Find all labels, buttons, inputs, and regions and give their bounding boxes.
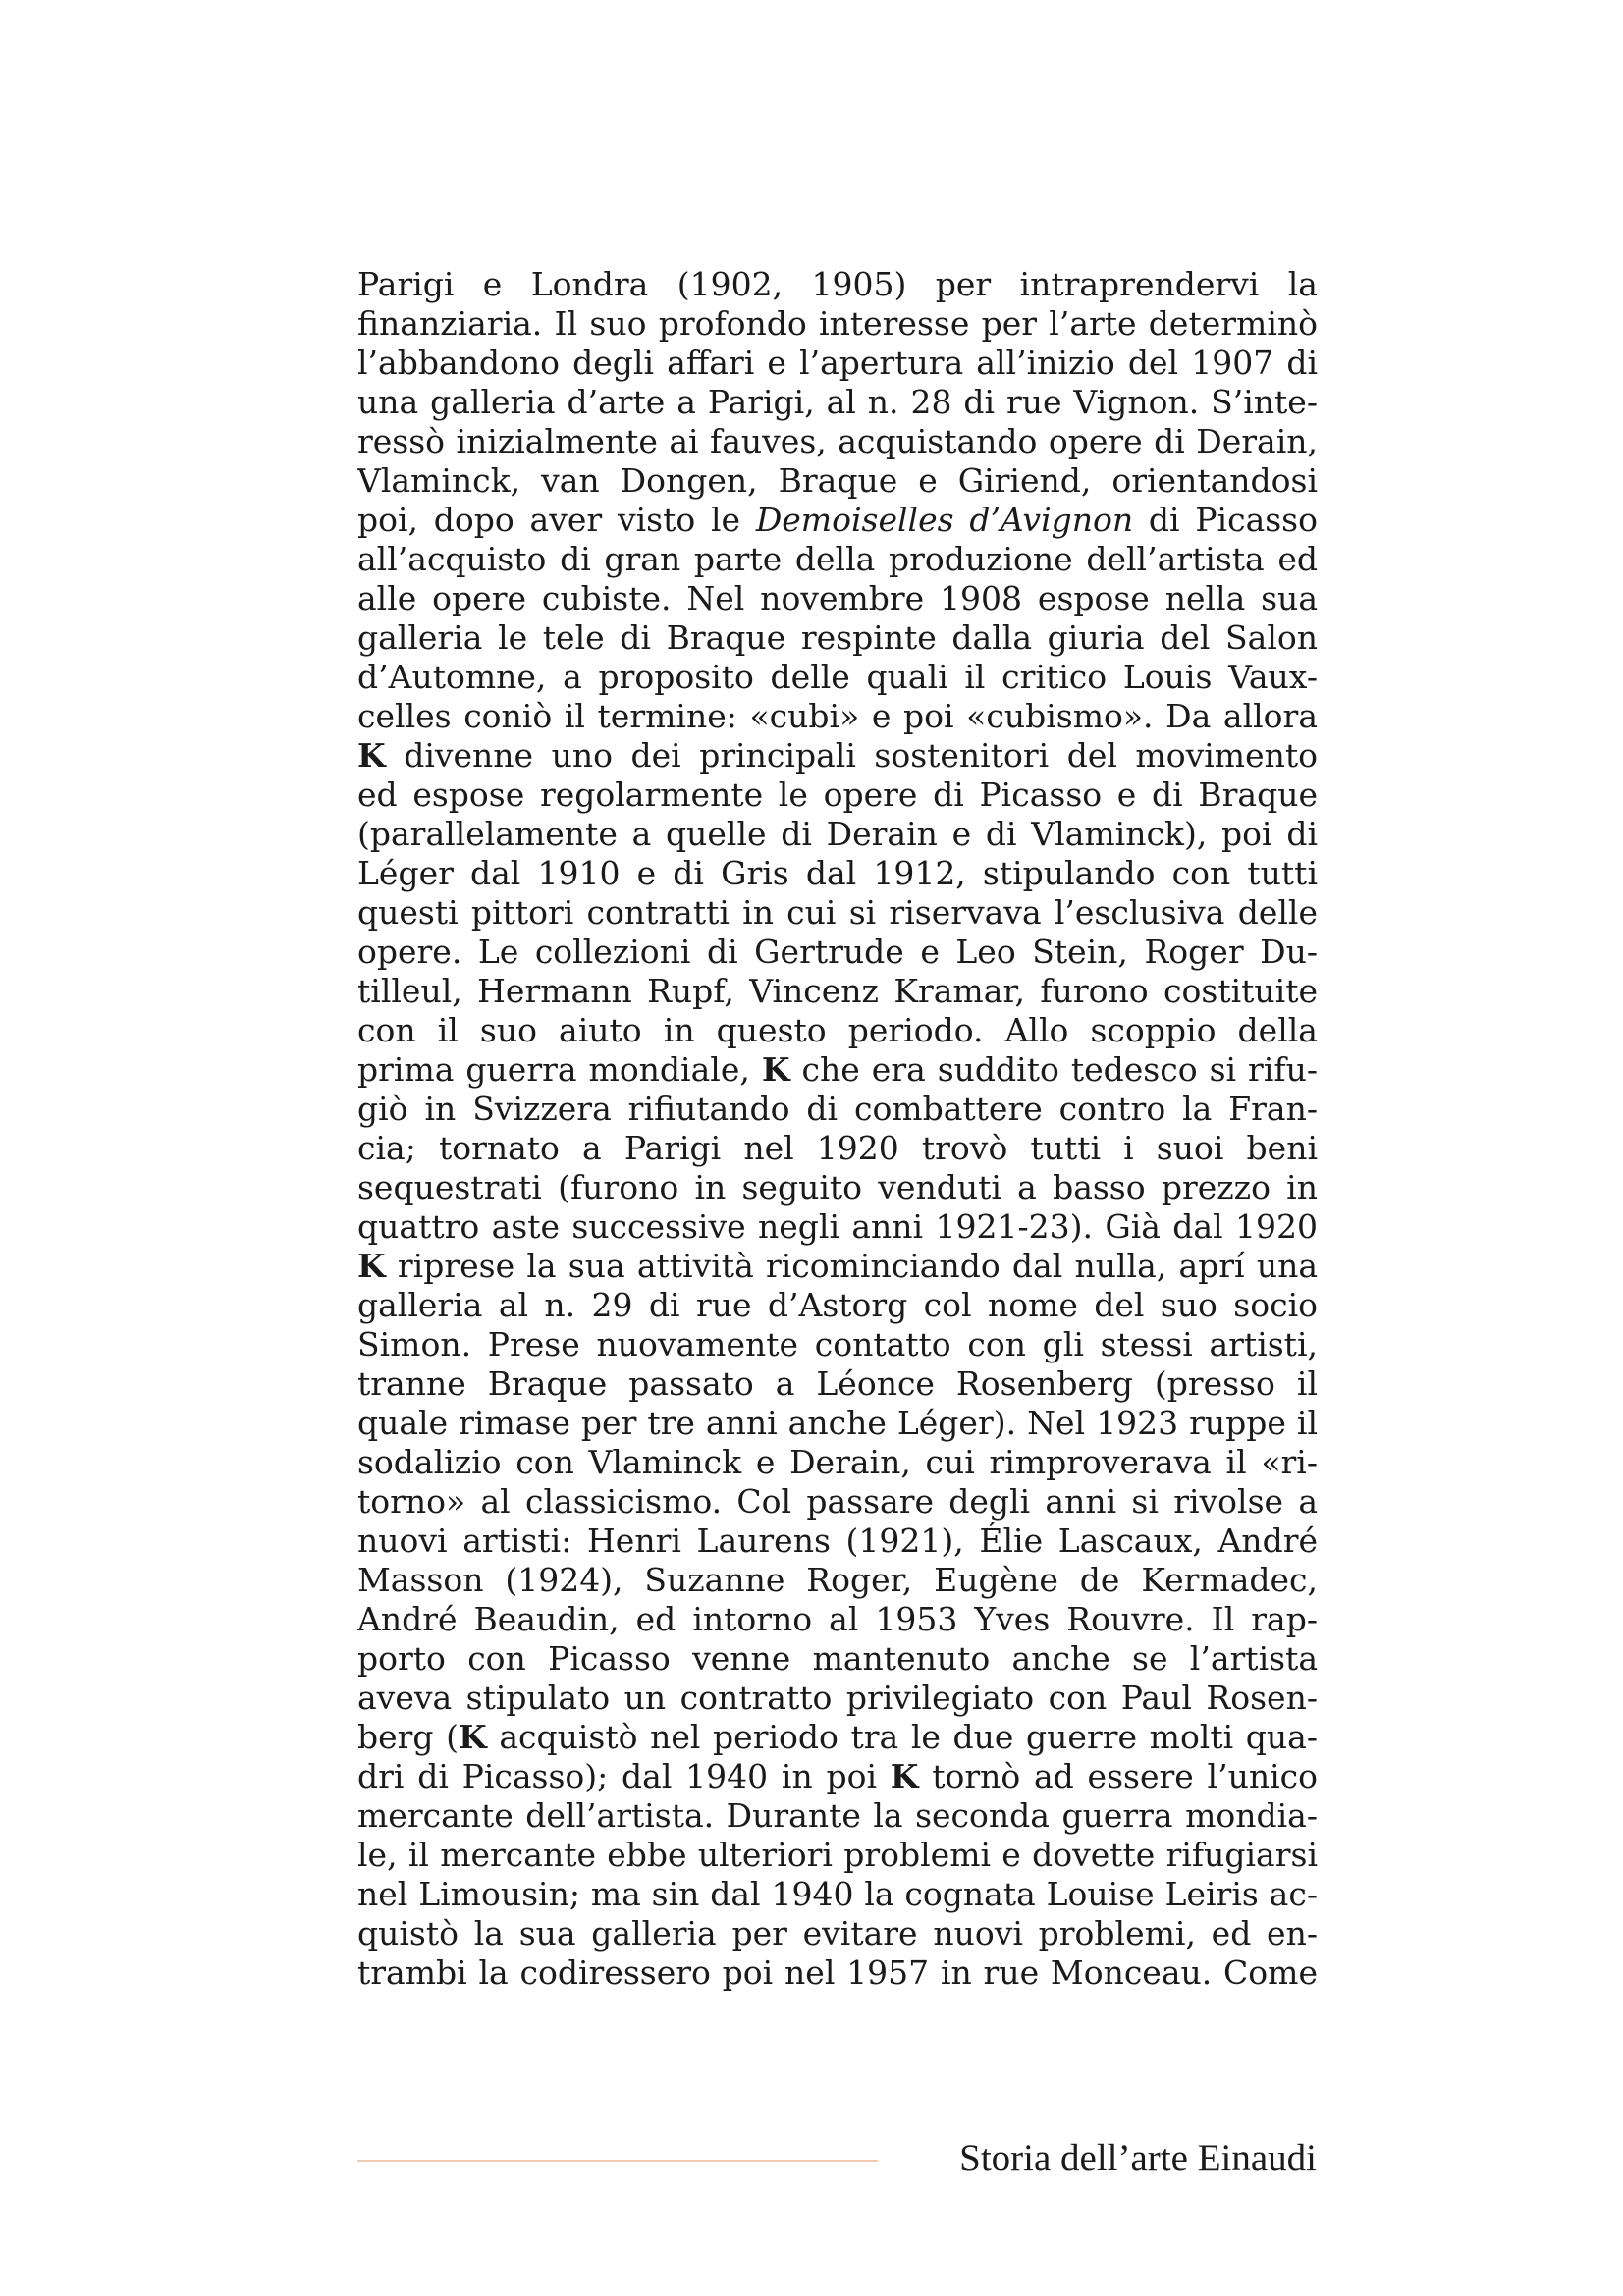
text-line-content <box>357 1639 1318 1679</box>
text-line-content <box>357 1953 1318 1993</box>
text-line <box>357 540 1318 579</box>
text-run: torno» al classicismo. Col passare degli anni si rivolse a <box>357 1482 1318 1521</box>
text-line-content <box>357 1364 1318 1404</box>
text-line <box>357 1561 1318 1600</box>
text-line-content <box>357 1207 1318 1247</box>
text-line <box>357 893 1318 933</box>
text-line-content <box>357 1050 1318 1090</box>
text-run: André Beaudin, ed intorno al 1953 Yves Rouvre. Il rap- <box>357 1600 1318 1638</box>
text-run: tranne Braque passato a Léonce Rosenberg (presso il <box>357 1364 1318 1403</box>
text-line <box>357 344 1318 383</box>
text-run: quistò la sua galleria per evitare nuovi problemi, ed en- <box>357 1914 1318 1952</box>
text-line <box>357 933 1318 972</box>
text-run: nel Limousin; ma sin dal 1940 la cognata Louise Leiris ac- <box>357 1875 1318 1913</box>
text-line <box>357 1404 1318 1443</box>
text-line <box>357 1639 1318 1679</box>
text-line-content <box>357 1600 1318 1639</box>
text-line <box>357 1757 1318 1796</box>
text-line-content <box>357 933 1318 972</box>
text-run: giò in Svizzera rifiutando di combattere contro la Fran- <box>357 1090 1318 1128</box>
bold-initial: K <box>459 1718 487 1756</box>
text-line <box>357 304 1318 344</box>
text-line-content <box>357 1011 1318 1050</box>
text-line-content <box>357 1522 1318 1561</box>
text-line-content <box>357 618 1318 658</box>
text-line <box>357 1207 1318 1247</box>
text-line-content <box>357 697 1318 736</box>
text-line-content <box>357 1875 1318 1914</box>
text-run: l’abbandono degli affari e l’apertura all’inizio del 1907 di <box>357 344 1318 382</box>
text-line <box>357 1247 1318 1286</box>
text-run: questi pittori contratti in cui si riservava l’esclusiva delle <box>357 893 1318 932</box>
text-line-content <box>357 501 1318 540</box>
bold-initial: K <box>761 1050 790 1089</box>
text-line-content <box>357 1757 1318 1796</box>
text-run: d’Automne, a proposito delle quali il critico Louis Vaux- <box>357 658 1318 696</box>
text-run: finanziaria. Il suo profondo interesse per l’arte determinò <box>357 304 1318 343</box>
text-line <box>357 1129 1318 1168</box>
text-run: quale rimase per tre anni anche Léger). Nel 1923 ruppe il <box>357 1404 1318 1442</box>
text-line-content <box>357 1247 1318 1286</box>
text-run: ressò inizialmente ai fauves, acquistando opere di Derain, <box>357 422 1318 460</box>
text-line-content <box>357 1168 1318 1207</box>
text-line <box>357 1796 1318 1836</box>
text-run: porto con Picasso venne mantenuto anche se l’artista <box>357 1639 1318 1678</box>
text-line-content <box>357 893 1318 933</box>
text-line-content <box>357 854 1318 893</box>
text-line-content <box>357 1325 1318 1364</box>
text-line <box>357 736 1318 775</box>
text-run: con il suo aiuto in questo periodo. Allo scoppio della <box>357 1011 1318 1049</box>
text-line-content <box>357 461 1318 501</box>
text-line-content <box>357 736 1318 775</box>
text-line-content <box>357 1836 1318 1875</box>
text-run: le, il mercante ebbe ulteriori problemi e dovette rifugiarsi <box>357 1836 1318 1874</box>
text-run: sodalizio con Vlaminck e Derain, cui rimproverava il «ri- <box>357 1443 1318 1481</box>
text-line-content <box>357 815 1318 854</box>
text-line-content <box>357 775 1318 815</box>
text-line-content <box>357 265 1318 304</box>
text-run: mercante dell’artista. Durante la seconda guerra mondia- <box>357 1796 1318 1835</box>
text-line <box>357 383 1318 422</box>
text-line <box>357 815 1318 854</box>
text-line-content <box>357 1796 1318 1836</box>
text-run: Vlaminck, van Dongen, Braque e Giriend, orientandosi <box>357 461 1318 500</box>
text-line-content <box>357 1090 1318 1129</box>
text-line-content <box>357 304 1318 344</box>
text-run: (parallelamente a quelle di Derain e di Vlaminck), poi di <box>357 815 1318 853</box>
text-run: prima guerra mondiale, <box>357 1050 762 1089</box>
text-line-content <box>357 1561 1318 1600</box>
text-run: celles coniò il termine: «cubi» e poi «cubismo». Da allora <box>357 697 1318 735</box>
bold-initial: K <box>357 736 386 774</box>
text-run: sequestrati (furono in seguito venduti a basso prezzo in <box>357 1168 1318 1206</box>
text-line <box>357 658 1318 697</box>
text-line <box>357 1050 1318 1090</box>
bold-initial: K <box>357 1247 386 1285</box>
text-line-content <box>357 579 1318 618</box>
italic-title: Demoiselles d’Avignon <box>755 501 1134 539</box>
text-run: alle opere cubiste. Nel novembre 1908 espose nella sua <box>357 579 1318 617</box>
text-run: all’acquisto di gran parte della produzione dell’artista ed <box>357 540 1318 578</box>
footer-rule <box>357 2160 878 2162</box>
text-line <box>357 1953 1318 1993</box>
text-line <box>357 1679 1318 1718</box>
text-line <box>357 1168 1318 1207</box>
text-line <box>357 1522 1318 1561</box>
text-run: tilleul, Hermann Rupf, Vincenz Kramar, furono costituite <box>357 972 1318 1010</box>
text-run: tornò ad essere l’unico <box>918 1757 1318 1795</box>
text-line-content <box>357 972 1318 1011</box>
text-line-content <box>357 1482 1318 1522</box>
text-run: dri di Picasso); dal 1940 in poi <box>357 1757 891 1795</box>
text-line <box>357 1836 1318 1875</box>
text-run: Parigi e Londra (1902, 1905) per intraprendervi la <box>357 265 1318 303</box>
text-line-content <box>357 1286 1318 1325</box>
bold-initial: K <box>890 1757 919 1795</box>
text-line-content <box>357 658 1318 697</box>
text-run: Masson (1924), Suzanne Roger, Eugène de Kermadec, <box>357 1561 1318 1599</box>
text-line <box>357 1718 1318 1757</box>
text-line <box>357 854 1318 893</box>
text-run: trambi la codiressero poi nel 1957 in rue Monceau. Come <box>357 1953 1318 1992</box>
text-line-content <box>357 383 1318 422</box>
text-run: nuovi artisti: Henri Laurens (1921), Élie Lascaux, André <box>357 1522 1318 1560</box>
text-run: opere. Le collezioni di Gertrude e Leo Stein, Roger Du- <box>357 933 1318 971</box>
text-run: galleria le tele di Braque respinte dalla giuria del Salon <box>357 618 1318 657</box>
text-line-content <box>357 344 1318 383</box>
text-run: di Picasso <box>1133 501 1318 539</box>
text-line <box>357 618 1318 658</box>
text-line <box>357 775 1318 815</box>
text-line <box>357 1325 1318 1364</box>
text-run: una galleria d’arte a Parigi, al n. 28 di rue Vignon. S’inte- <box>357 383 1318 421</box>
text-line-content <box>357 1129 1318 1168</box>
text-run: galleria al n. 29 di rue d’Astorg col nome del suo socio <box>357 1286 1318 1324</box>
text-run: poi, dopo aver visto le <box>357 501 756 539</box>
text-line-content <box>357 1679 1318 1718</box>
text-run: riprese la sua attività ricominciando dal nulla, aprí una <box>385 1247 1318 1285</box>
text-line <box>357 1914 1318 1953</box>
text-run: cia; tornato a Parigi nel 1920 trovò tutti i suoi beni <box>357 1129 1318 1167</box>
text-line <box>357 1443 1318 1482</box>
text-line-content <box>357 1404 1318 1443</box>
text-line <box>357 1090 1318 1129</box>
text-run: acquistò nel periodo tra le due guerre molti qua- <box>486 1718 1318 1756</box>
text-line <box>357 1875 1318 1914</box>
text-line <box>357 1286 1318 1325</box>
text-line <box>357 461 1318 501</box>
text-line <box>357 1600 1318 1639</box>
text-run: quattro aste successive negli anni 1921-23). Già dal 1920 <box>357 1207 1318 1246</box>
text-run: ed espose regolarmente le opere di Picasso e di Braque <box>357 775 1318 814</box>
text-run: Simon. Prese nuovamente contatto con gli stessi artisti, <box>357 1325 1318 1363</box>
text-line-content <box>357 1718 1318 1757</box>
text-line-content <box>357 540 1318 579</box>
text-line-content <box>357 422 1318 461</box>
text-run: Léger dal 1910 e di Gris dal 1912, stipulando con tutti <box>357 854 1318 892</box>
body-text <box>357 265 1318 1993</box>
text-line <box>357 265 1318 304</box>
footer-title: Storia dell’arte Einaudi <box>959 2137 1317 2179</box>
text-line <box>357 579 1318 618</box>
text-line-content <box>357 1914 1318 1953</box>
text-line <box>357 1364 1318 1404</box>
text-line-content <box>357 1443 1318 1482</box>
text-line <box>357 1482 1318 1522</box>
text-line <box>357 501 1318 540</box>
text-line <box>357 697 1318 736</box>
text-run: berg ( <box>357 1718 460 1756</box>
text-line <box>357 972 1318 1011</box>
text-run: aveva stipulato un contratto privilegiato con Paul Rosen- <box>357 1679 1318 1717</box>
text-line <box>357 1011 1318 1050</box>
text-run: divenne uno dei principali sostenitori del movimento <box>385 736 1318 774</box>
text-run: che era suddito tedesco si rifu- <box>789 1050 1318 1089</box>
text-line <box>357 422 1318 461</box>
